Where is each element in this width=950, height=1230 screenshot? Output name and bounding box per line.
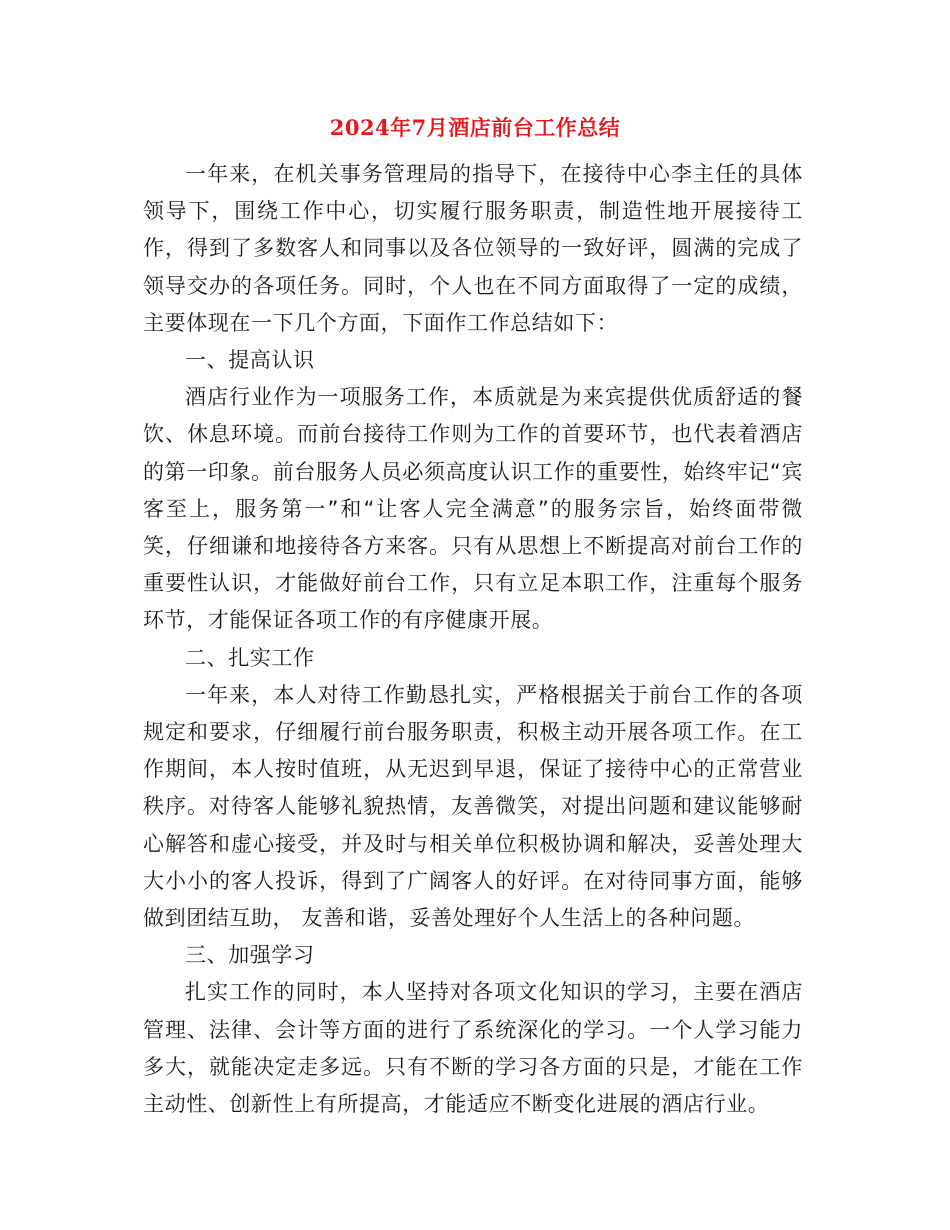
section-heading-1: 一、提高认识 <box>185 348 315 373</box>
paragraph-section-1: 酒店行业作为一项服务工作，本质就是为来宾提供优质舒适的餐饮、休息环境。而前台接待工作则为工作的首要环节，也代表着酒店的第一印象。前台服务人员必须高度认识工作的重要性，始终牢记“宾客至上，服务第一”和“让客人完全满意”的服务宗旨，始终面带微笑，仔细谦和地接待各方来客。只有从思想上不断提高对前台工作的重要性认识，才能做好前台工作，只有立足本职工作，注重每个服务环节，才能保证各项工作的有序健康开展。 <box>143 385 803 633</box>
paragraph-section-2: 一年来，本人对待工作勤恳扎实，严格根据关于前台工作的各项规定和要求，仔细履行前台服务职责，积极主动开展各项工作。在工作期间，本人按时值班，从无迟到早退，保证了接待中心的正常营业秩序。对待客人能够礼貌热情，友善微笑，对提出问题和建议能够耐心解答和虚心接受，并及时与相关单位积极协调和解决，妥善处理大大小小的客人投诉，得到了广阔客人的好评。在对待同事方面，能够做到团结互助， 友善和谐，妥善处理好个人生活上的各种问题。 <box>143 682 803 931</box>
document-body <box>143 156 803 1123</box>
paragraph-section-3: 扎实工作的同时，本人坚持对各项文化知识的学习，主要在酒店管理、法律、会计等方面的进行了系统深化的学习。一个人学习能力多大，就能决定走多远。只有不断的学习各方面的只是，才能在工作主动性、创新性上有所提高，才能适应不断变化进展的酒店行业。 <box>143 980 803 1117</box>
section-heading-2: 二、扎实工作 <box>185 645 315 670</box>
section-heading-3: 三、加强学习 <box>185 943 315 968</box>
paragraph-intro: 一年来，在机关事务管理局的指导下，在接待中心李主任的具体领导下，围绕工作中心，切实履行服务职责，制造性地开展接待工作，得到了多数客人和同事以及各位领导的一致好评，圆满的完成了领导交办的各项任务。同时，个人也在不同方面取得了一定的成绩，主要体现在一下几个方面，下面作工作总结如下： <box>143 162 803 335</box>
document-title: 2024年7月酒店前台工作总结 <box>329 115 621 140</box>
